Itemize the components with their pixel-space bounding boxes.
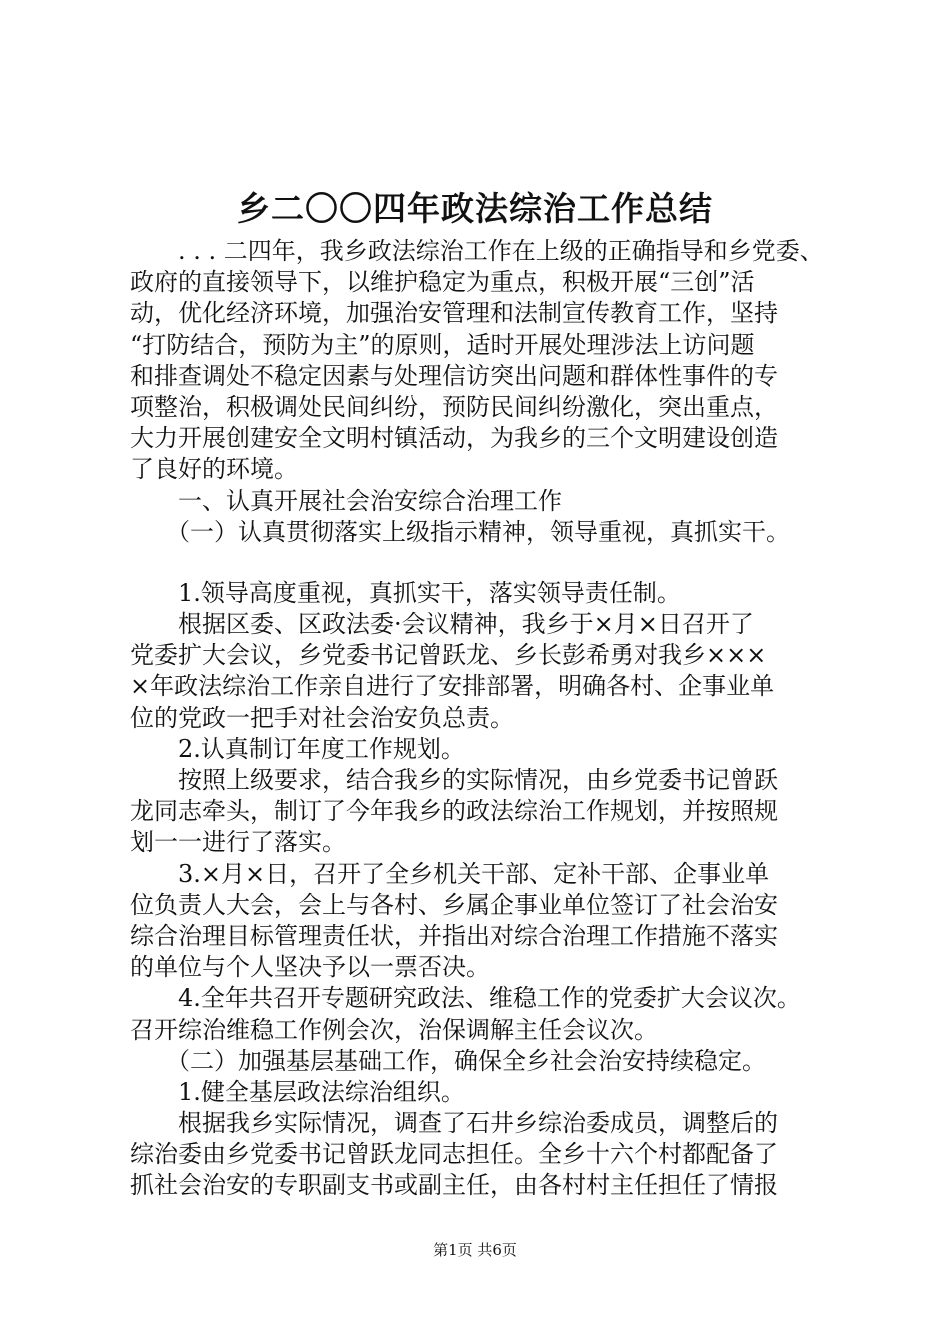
item-heading: 1.健全基层政法综治组织。	[130, 1077, 465, 1106]
body-line: 位负责人大会，会上与各村、乡属企事业单位签订了社会治安	[130, 890, 778, 919]
blank-line	[130, 548, 830, 578]
body-line: . . . 二四年，我乡政法综治工作在上级的正确指导和乡党委、	[130, 237, 824, 265]
body-line: 根据我乡实际情况，调查了石井乡综治委成员，调整后的	[130, 1109, 778, 1138]
section-heading: 一、认真开展社会治安综合治理工作	[130, 486, 562, 515]
body-line: 的单位与个人坚决予以一票否决。	[130, 953, 490, 982]
subsection-heading: （一）认真贯彻落实上级指示精神，领导重视，真抓实干。	[130, 517, 790, 546]
page-footer: 第1页 共6页	[433, 1241, 517, 1259]
body-line: 按照上级要求，结合我乡的实际情况，由乡党委书记曾跃	[130, 766, 778, 794]
body-line: 党委扩大会议，乡党委书记曾跃龙、乡长彭希勇对我乡×××	[130, 641, 767, 670]
body-line: 综治委由乡党委书记曾跃龙同志担任。全乡十六个村都配备了	[130, 1140, 778, 1169]
document-title: 乡二〇〇四年政法综治工作总结	[237, 189, 713, 228]
item-heading: 2.认真制订年度工作规划。	[130, 734, 465, 763]
body-line: 划一一进行了落实。	[130, 828, 346, 857]
document-body	[130, 236, 830, 1202]
body-line: 综合治理目标管理责任状，并指出对综合治理工作措施不落实	[130, 921, 778, 950]
body-line: 动，优化经济环境，加强治安管理和法制宣传教育工作，坚持	[130, 299, 778, 328]
body-line: 召开综治维稳工作例会次，治保调解主任会议次。	[130, 1015, 658, 1044]
body-line: 位的党政一把手对社会治安负总责。	[130, 703, 514, 732]
body-line: 抓社会治安的专职副支书或副主任，由各村村主任担任了情报	[130, 1171, 778, 1200]
body-line: 龙同志牵头，制订了今年我乡的政法综治工作规划，并按照规	[130, 797, 778, 826]
body-line: 大力开展创建安全文明村镇活动，为我乡的三个文明建设创造	[130, 424, 778, 453]
body-line: 政府的直接领导下，以维护稳定为重点，积极开展“三创”活	[130, 268, 755, 297]
item-heading: 3.×月×日，召开了全乡机关干部、定补干部、企事业单	[130, 859, 770, 888]
body-line: 了良好的环境。	[130, 455, 298, 484]
item-heading: 1.领导高度重视，真抓实干，落实领导责任制。	[130, 578, 681, 607]
body-line: “打防结合，预防为主”的原则，适时开展处理涉法上访问题	[130, 330, 755, 359]
body-line: ×年政法综治工作亲自进行了安排部署，明确各村、企事业单	[130, 672, 775, 701]
item-heading: 4.全年共召开专题研究政法、维稳工作的党委扩大会议次。	[130, 984, 801, 1013]
subsection-heading: （二）加强基层基础工作，确保全乡社会治安持续稳定。	[130, 1046, 766, 1075]
body-line: 根据区委、区政法委·会议精神，我乡于×月×日召开了	[130, 610, 754, 639]
body-line: 和排查调处不稳定因素与处理信访突出问题和群体性事件的专	[130, 361, 778, 390]
body-line: 项整治，积极调处民间纠纷，预防民间纠纷激化，突出重点，	[130, 392, 778, 421]
